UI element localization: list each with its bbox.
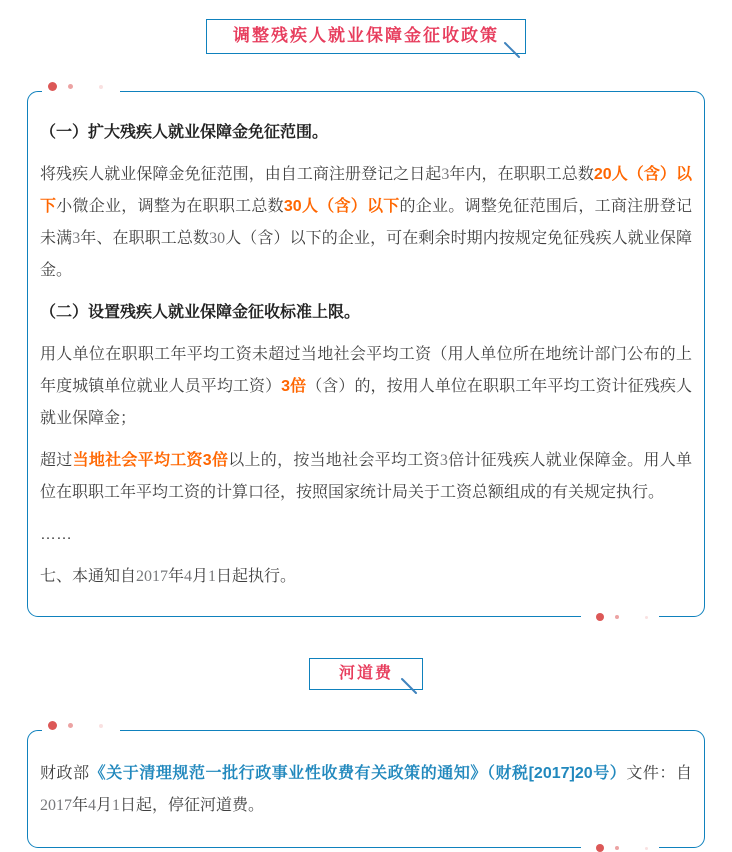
content-panel-disability-fund (27, 91, 705, 617)
section-title-text: 调整残疾人就业保障金征收政策 (233, 26, 499, 45)
dot-decoration-bottom-right (596, 844, 648, 852)
dot-decoration-top-left (48, 82, 103, 91)
red-dot (68, 84, 73, 89)
text-segment: 月 (96, 797, 113, 814)
badge-corner-slash-icon (502, 39, 522, 59)
section-title-badge-disability-fund (206, 19, 526, 54)
text-segment: （一）扩大残疾人就业保障金免征范围。 (40, 124, 329, 141)
badge-corner-slash-icon (399, 675, 419, 695)
paragraph-ellipsis (40, 519, 692, 551)
text-segment: 倍计征残疾人就业保障金。用人单位在职职工年平均工资的计算口径，按照国家统计局关于工资总额组成的有关规定执行。 (40, 452, 692, 501)
red-dot (645, 847, 648, 850)
subheading-expand-exemption (40, 117, 692, 149)
red-dot (99, 724, 103, 728)
text-segment: 当地社会平均工资3倍 (72, 452, 229, 469)
text-segment: 3 (441, 166, 450, 183)
red-dot (645, 616, 648, 619)
text-segment: 年 (72, 797, 89, 814)
red-dot (99, 85, 103, 89)
subheading-levy-cap (40, 297, 692, 329)
text-segment: 小微企业，调整为在职职工总数 (56, 198, 284, 215)
red-dot (615, 615, 619, 619)
text-segment: …… (40, 526, 72, 543)
text-segment: 3 (439, 452, 448, 469)
text-segment: 30 (209, 230, 226, 247)
text-segment: 的企业。调整免征范围后，工商注册登记未满 (40, 198, 692, 247)
text-segment: 人（含）以下的企业，可在剩余时期内按规定免征残疾人就业保障金。 (40, 230, 692, 279)
paragraph-cap-detail-2 (40, 445, 692, 509)
text-segment: 日起执行。 (216, 568, 297, 585)
text-segment: 七、本通知自 (40, 568, 137, 585)
dot-decoration-top-left (48, 721, 103, 730)
text-segment: 超过 (40, 452, 73, 469)
dot-decoration-bottom-right (596, 613, 648, 621)
text-segment: 1 (112, 797, 121, 814)
text-segment: 以上的，按当地社会平均工资 (228, 452, 440, 469)
red-dot (596, 613, 604, 621)
text-segment: 年、在职职工总数 (80, 230, 210, 247)
red-dot (68, 723, 73, 728)
text-segment: 2017 (136, 568, 169, 585)
red-dot (615, 846, 619, 850)
policy-article-page (0, 19, 732, 848)
section-title-text: 河道费 (338, 665, 393, 682)
text-segment: 财政部 (40, 765, 90, 782)
paragraph-cap-detail-1 (40, 339, 692, 435)
text-segment: 文件：自 (626, 765, 692, 782)
text-segment: 30人（含）以下 (283, 198, 400, 215)
paragraph-effective-date (40, 561, 692, 593)
text-segment: 3倍 (281, 378, 307, 395)
text-segment: 将残疾人就业保障金免征范围，由自工商注册登记之日起 (40, 166, 442, 183)
text-segment: 年内，在职职工总数 (449, 166, 594, 183)
content-panel-river-fee (27, 730, 705, 848)
paragraph-river-fee (40, 758, 692, 822)
text-segment: 用人单位在职职工年平均工资未超过当地社会平均工资（用人单位所在地统计部门公布的上年度城镇单位就业人员平均工资） (40, 346, 692, 395)
text-segment: 日起，停征河道费。 (120, 797, 265, 814)
text-segment: 《关于清理规范一批行政事业性收费有关政策的通知》（财税[2017]20号） (89, 765, 627, 782)
section-title-badge-river-fee (309, 658, 423, 690)
text-segment: 年 (168, 568, 185, 585)
red-dot (48, 721, 57, 730)
text-segment: 2017 (40, 797, 72, 814)
red-dot (596, 844, 604, 852)
text-segment: （含）的，按用人单位在职职工年平均工资计征残疾人就业保障金； (40, 378, 692, 427)
text-segment: （二）设置残疾人就业保障金征收标准上限。 (40, 304, 361, 321)
text-segment: 月 (192, 568, 209, 585)
text-segment: 3 (72, 230, 81, 247)
text-segment: 1 (208, 568, 217, 585)
red-dot (48, 82, 57, 91)
text-segment: 4 (88, 797, 97, 814)
text-segment: 20人（含）以下 (40, 166, 692, 215)
text-segment: 4 (184, 568, 193, 585)
paragraph-exemption-detail (40, 159, 692, 287)
